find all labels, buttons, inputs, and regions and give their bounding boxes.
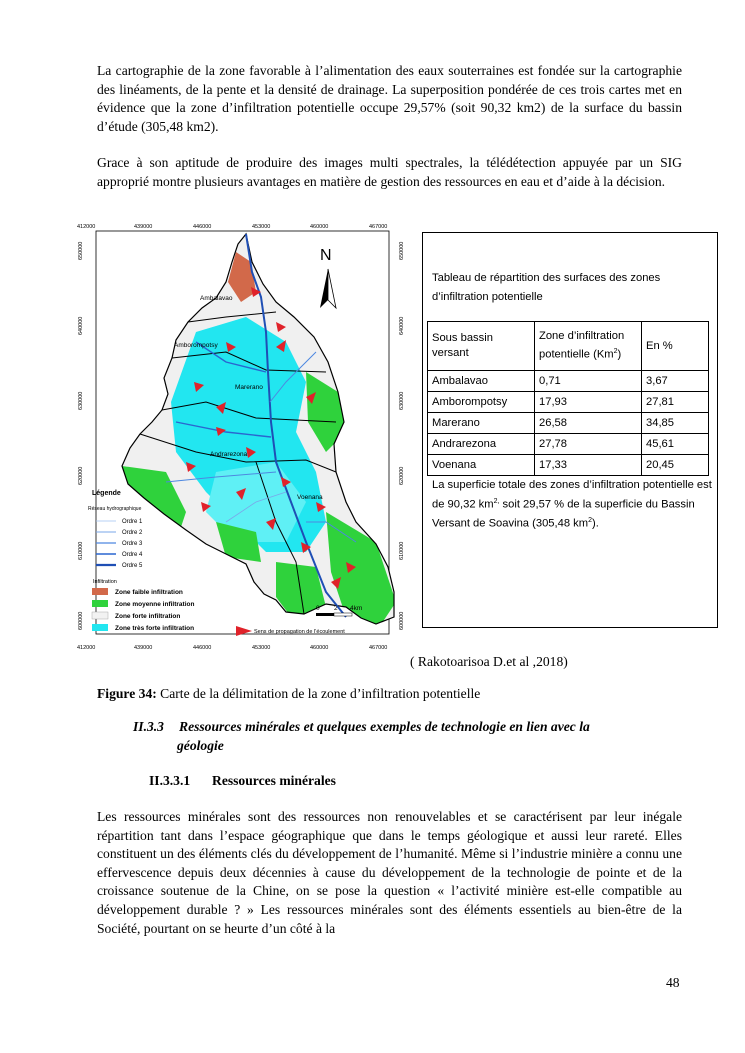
- table-note: La superficie totale des zones d’infiltration potentielle est de 90,32 $km^{2,}$ soit 29,57 % de la superficie du Bassin Versant de Soavina (305,48 $km^2$).: [432, 479, 712, 530]
- table-row: [428, 455, 709, 476]
- y-tick: 620000: [399, 466, 405, 485]
- zone-label: Zone forte infiltration: [115, 613, 181, 620]
- cell-pct: 45,61: [642, 434, 709, 455]
- figure-source: ( Rakotoarisoa D.et al ,2018): [410, 654, 568, 669]
- x-tick: 460000: [310, 645, 329, 651]
- table-row: [428, 371, 709, 392]
- page-number: 48: [666, 975, 680, 990]
- cell-basin: Andrarezona: [428, 434, 535, 455]
- zone-label: Zone faible infiltration: [115, 589, 183, 596]
- order-label: Ordre 1: [122, 519, 143, 525]
- zone-label: Zone très forte infiltration: [115, 625, 195, 632]
- svg-text:Réseau hydrographique: Réseau hydrographique: [88, 506, 142, 512]
- y-tick: 610000: [399, 541, 405, 560]
- paragraph-mineral-resources: Les ressources minérales sont des ressources non renouvelables et se caractérisent par leur inégale répartition tant dans l’espace géographique que dans le temps géologique et aussi leur rareté. Elles constituent un des éléments clés du développement de l’humanité. Même si l’industrie minière a connu une effervescence depuis deux décennies à cause du développement de la technologie de pointe et de la croissance soutenue de la Chine, on se pose la question « l’activité minière est-elle compatible au développement durable ? » Les ressources minérales sont des éléments essentiels au bien-être de la Société, pourtant on se heurte d’un côté à la: [97, 809, 682, 936]
- subsection-heading: II.3.3.1 Ressources minérales: [149, 773, 336, 788]
- x-tick: 412000: [77, 224, 96, 230]
- svg-text:4km: 4km: [350, 605, 363, 612]
- y-tick: 650000: [399, 241, 405, 260]
- cell-basin: Amborompotsy: [428, 392, 535, 413]
- header-pct: En %: [642, 322, 709, 371]
- x-tick: 412000: [77, 645, 96, 651]
- svg-text:N: N: [320, 247, 332, 264]
- y-tick: 600000: [78, 611, 84, 630]
- paragraph-infiltration-mapping: La cartographie de la zone favorable à l’alimentation des eaux souterraines est fondée sur la cartographie des linéaments, de la pente et la densité de drainage. La superposition pondérée de ces trois cartes met en évidence que la zone d’infiltration potentielle occupe 29,57% (soit 90,32 km2) de la surface du bassin d’étude (305,48 km2).: [97, 63, 682, 134]
- place-label: Marerano: [235, 384, 263, 391]
- paragraph-remote-sensing: Grace à son aptitude de produire des images multi spectrales, la télédétection appuyée par un SIG approprié montre plusieurs avantages en matière de gestion des ressources en eau et d’aide à la décision.: [97, 155, 682, 189]
- cell-area: 0,71: [535, 371, 642, 392]
- infiltration-map: [76, 222, 409, 653]
- place-label: Andrarezona: [210, 451, 248, 458]
- y-tick: 610000: [78, 541, 84, 560]
- x-tick: 446000: [193, 645, 212, 651]
- place-label: Amborompotsy: [174, 342, 218, 349]
- table-caption: Tableau de répartition des surfaces des zones d’infiltration potentielle: [432, 272, 661, 303]
- order-label: Ordre 3: [122, 541, 143, 547]
- cell-area: 26,58: [535, 413, 642, 434]
- svg-text:Légende: Légende: [92, 490, 121, 497]
- y-tick: 640000: [78, 316, 84, 335]
- figure-caption: Figure 34: Carte de la délimitation de la zone d’infiltration potentielle: [97, 686, 481, 701]
- x-tick: 467000: [369, 224, 388, 230]
- order-label: Ordre 4: [122, 552, 143, 558]
- svg-text:0: 0: [316, 605, 320, 612]
- place-label: Ambalavao: [200, 295, 233, 302]
- header-zone: Zone d’infiltration potentielle (Km$^2$): [535, 322, 642, 371]
- cell-pct: 34,85: [642, 413, 709, 434]
- table-row: [428, 434, 709, 455]
- x-tick: 453000: [252, 224, 271, 230]
- table-row: [428, 413, 709, 434]
- cell-pct: 27,81: [642, 392, 709, 413]
- y-tick: 600000: [399, 611, 405, 630]
- cell-basin: Voenana: [428, 455, 535, 476]
- x-tick: 460000: [310, 224, 329, 230]
- cell-pct: 3,67: [642, 371, 709, 392]
- cell-basin: Ambalavao: [428, 371, 535, 392]
- x-tick: 439000: [134, 645, 153, 651]
- table-header-row: [428, 322, 709, 371]
- x-tick: 453000: [252, 645, 271, 651]
- y-tick: 640000: [399, 316, 405, 335]
- header-basin: Sous bassin versant: [428, 322, 535, 371]
- infiltration-table: [427, 321, 709, 476]
- cell-area: 27,78: [535, 434, 642, 455]
- order-label: Ordre 2: [122, 530, 143, 536]
- cell-area: 17,93: [535, 392, 642, 413]
- y-tick: 630000: [399, 391, 405, 410]
- section-heading: II.3.3 Ressources minérales et quelques exemples de technologie en lien avec la géologie: [133, 719, 590, 753]
- svg-text:Infiltration: Infiltration: [93, 579, 117, 585]
- y-tick: 650000: [78, 241, 84, 260]
- x-tick: 446000: [193, 224, 212, 230]
- y-tick: 620000: [78, 466, 84, 485]
- cell-area: 17,33: [535, 455, 642, 476]
- svg-text:2: 2: [334, 605, 338, 612]
- svg-text:Sens de propagation de l’écoul: Sens de propagation de l’écoulement: [254, 629, 345, 635]
- infiltration-table-box: [422, 232, 718, 628]
- order-label: Ordre 5: [122, 563, 143, 569]
- x-tick: 467000: [369, 645, 388, 651]
- table-row: [428, 392, 709, 413]
- cell-pct: 20,45: [642, 455, 709, 476]
- place-label: Voenana: [297, 494, 323, 501]
- x-tick: 439000: [134, 224, 153, 230]
- y-tick: 630000: [78, 391, 84, 410]
- cell-basin: Marerano: [428, 413, 535, 434]
- zone-label: Zone moyenne infiltration: [115, 601, 195, 608]
